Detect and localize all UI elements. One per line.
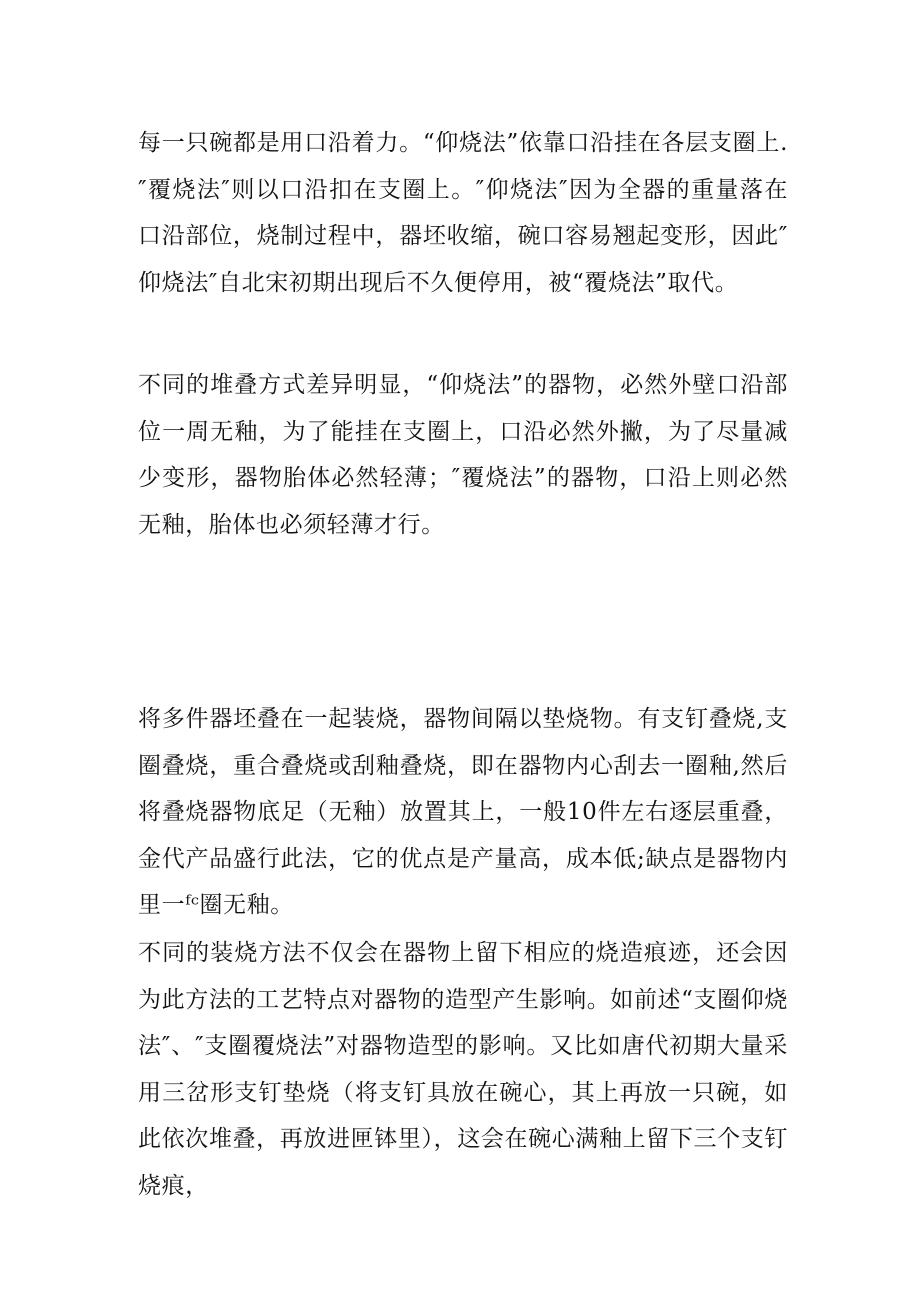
paragraph-firing-methods-influence: 不同的装烧方法不仅会在器物上留下相应的烧造痕迹，还会因为此方法的工艺特点对器物的造型产生影响。如前述“支圈仰烧法″、″支圈覆烧法”对器物造型的影响。又比如唐代初期大量采用三岔形支钉垫烧（将支钉具放在碗心，其上再放一只碗，如此依次堆叠，再放进匣钵里），这会在碗心满釉上留下三个支钉烧痕， bbox=[138, 940, 788, 1199]
paragraph-stacking-differences: 不同的堆叠方式差异明显，“仰烧法”的器物，必然外壁口沿部位一周无釉，为了能挂在支圈上，口沿必然外撇，为了尽量减少变形，器物胎体必然轻薄；″覆烧法”的器物，口沿上则必然无釉，胎体也必须轻薄才行。 bbox=[138, 372, 788, 538]
paragraph-yangshao-method: 每一只碗都是用口沿着力。“仰烧法”依靠口沿挂在各层支圈上.″覆烧法″则以口沿扣在支圈上。″仰烧法″因为全器的重量落在口沿部位，烧制过程中，器坯收缩，碗口容易翘起变形，因此″仰烧法″自北宋初期出现后不久便停用，被“覆烧法”取代。 bbox=[138, 130, 788, 296]
paragraph-stack-firing: 将多件器坯叠在一起装烧，器物间隔以垫烧物。有支钉叠烧,支圈叠烧，重合叠烧或刮釉叠烧，即在器物内心刮去一圈釉,然后将叠烧器物底足（无釉）放置其上，一般10件左右逐层重叠，金代产品盛行此法，它的优点是产量高，成本低;缺点是器物内里一ᶠᶜ圈无釉。 bbox=[138, 706, 788, 918]
